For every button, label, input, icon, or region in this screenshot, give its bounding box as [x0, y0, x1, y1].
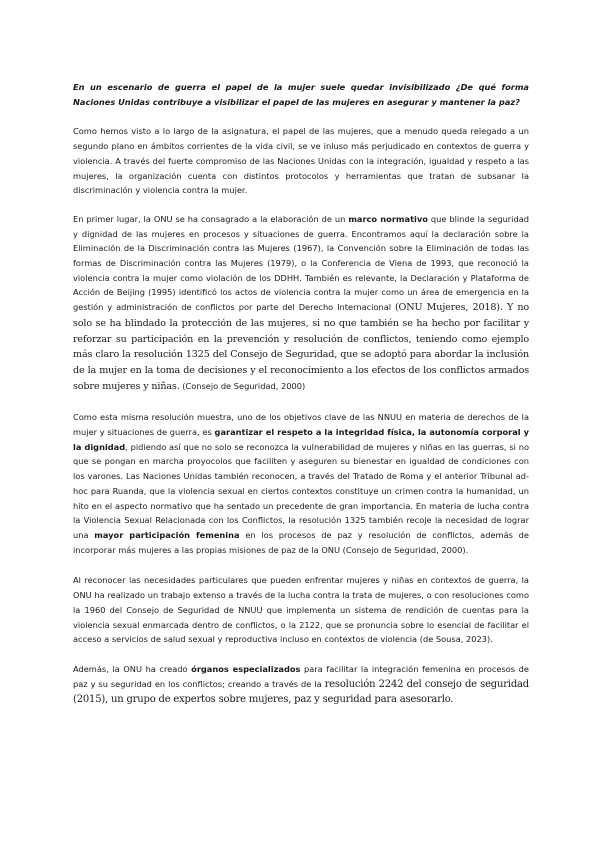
- bold-run: marco normativo: [348, 213, 428, 224]
- serif-run: (ONU Mujeres, 2018). Y no solo se ha blindado la protección de las mujeres, si no que también se ha hecho por facilitar y reforzar su participación en la prevención y resolución de conflictos, teniendo como ejemplo más claro la resolución 1325 del Consejo de Seguridad, que se adoptó para abordar la inclusión de la mujer en la toma de decisiones y el reconocimiento a los efectos de los conflictos armados sobre mujeres y niñas.: [73, 302, 529, 392]
- paragraph-normative-framework: [73, 212, 529, 394]
- text-run: que blinde la seguridad y dignidad de las mujeres en procesos y situaciones de guerra. Encontramos aquí la declaración sobre la Eliminación de la Discriminación contra las Mujeres (1967), la Convención sobre la Eliminación de todas las formas de Discriminación contra las Mujeres (1979), o la Conferencia de Viena de 1993, que reconoció la violencia contra la mujer como violación de los DDHH. También es relevante, la Declaración y Plataforma de Acción de Beijing (1995) identificó los actos de violencia contra la mujer como un área de emergencia en la gestión y administración de conflictos por parte del Derecho Internacional: [73, 213, 530, 313]
- text-run: En primer lugar, la ONU se ha consagrado a la elaboración de un: [73, 213, 349, 224]
- text-run: Como esta misma resolución muestra, uno de los objetivos clave de las NNUU en materia de derechos de la mujer y situaciones de guerra, es: [73, 412, 529, 438]
- citation-run: (Consejo de Seguridad, 2000): [179, 380, 306, 391]
- text-run: , pidiendo así que no solo se reconozca la vulnerabilidad de mujeres y niñas en las guerras, si no que se pongan en marcha proyocolos que faciliten y aseguren su bienestar en igualdad de condiciones con los varones. Las Naciones Unidas también reconocen, a través del Tratado de Roma y el anterior Tribunal ad-hoc para Ruanda, que la violencia sexual en ciertos contextos constituye un crimen contra la humanidad, un hito en el aspecto normativo que ha sentado un precedente de gran importancia. En materia de lucha contra la Violencia Sexual Relacionada con los Conflictos, la resolución 1325 también recoje la necesidad de lograr una: [73, 441, 529, 540]
- bold-run: órganos especializados: [191, 663, 301, 674]
- bold-run: mayor participación femenina: [94, 529, 240, 540]
- question-heading: En un escenario de guerra el papel de la mujer suele quedar invisibilizado ¿De qué forma Naciones Unidas contribuye a visibilizar el papel de las mujeres en asegurar y mantener la paz?: [73, 82, 529, 107]
- text-run: en los procesos de paz y resolución de conflictos, además de incorporar más mujeres a las propias misiones de paz de la ONU (Consejo de Seguridad, 2000).: [73, 529, 529, 555]
- document-body: [73, 80, 529, 708]
- paragraph-specialized-bodies: [73, 662, 529, 708]
- text-run: para facilitar la integración femenina en procesos de paz y su seguridad en los conflictos; creando a través de la: [73, 663, 529, 689]
- paragraph-physical-integrity: [73, 410, 529, 557]
- paragraph-intro: Como hemos visto a lo largo de la asignatura, el papel de las mujeres, que a menudo queda relegado a un segundo plano en ámbitos corrientes de la vida civil, se ve inluso más perjudicado en contextos de guerra y violencia. A través del fuerte compromiso de las Naciones Unidas con la integración, igualdad y respeto a las mujeres, la organización cuenta con distintos protocolos y herramientas que tratan de subsanar la discriminación y violencia contra la mujer.: [73, 126, 529, 196]
- serif-run: resolución 2242 del consejo de seguridad (2015), un grupo de expertos sobre mujeres, paz y seguridad para asesorarlo.: [73, 678, 529, 706]
- paragraph-specific-needs: Al reconocer las necesidades particulares que pueden enfrentar mujeres y niñas en contextos de guerra, la ONU ha realizado un trabajo extenso a través de la lucha contra la trata de mujeres, o con resoluciones como la 1960 del Consejo de Seguridad de NNUU que implementa un sistema de rendición de cuentas para la violencia sexual enmarcada dentro de conflictos, o la 2122, que se pronuncia sobre lo esencial de facilitar el acceso a servicios de salud sexual y reproductiva incluso en contextos de violencia (de Sousa, 2023).: [73, 575, 529, 645]
- text-run: Además, la ONU ha creado: [73, 663, 192, 674]
- bold-run: garantizar el respeto a la integridad física, la autonomía corporal y la dignidad: [73, 427, 529, 452]
